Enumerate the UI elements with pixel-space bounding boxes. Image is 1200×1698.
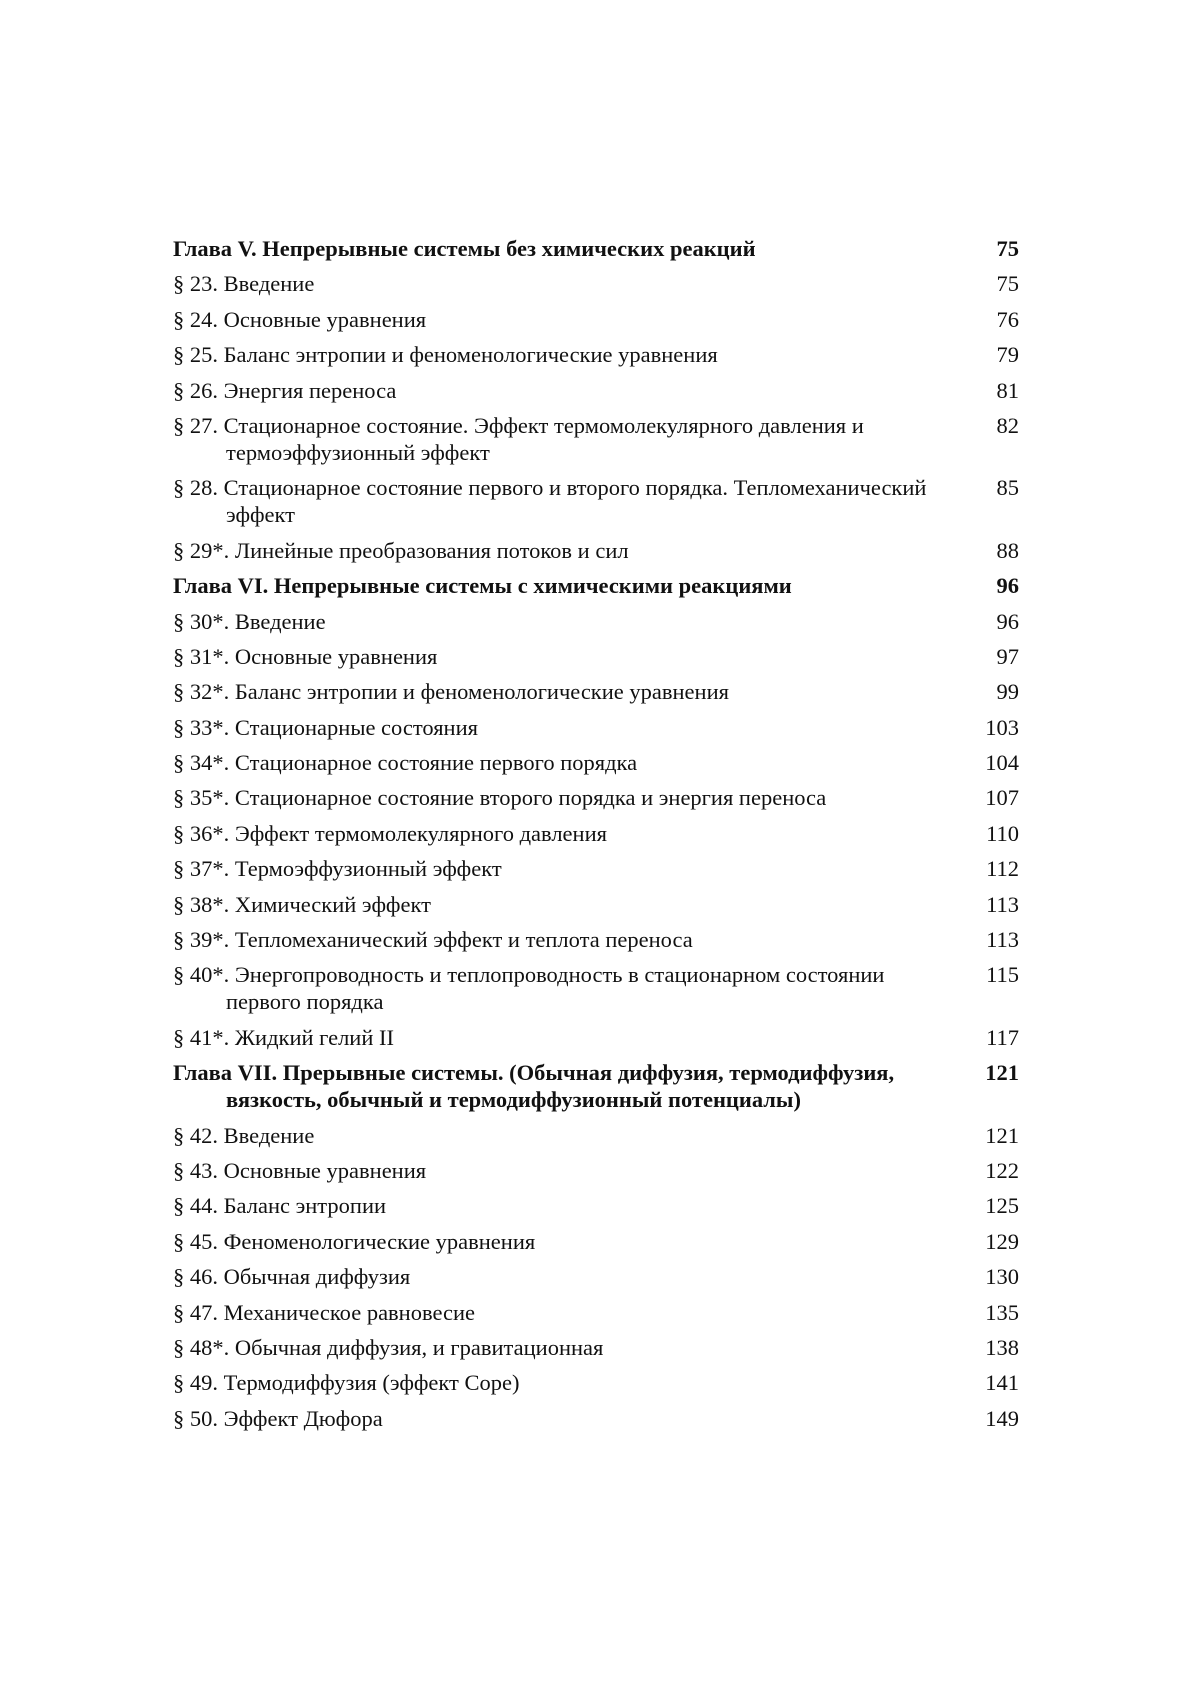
page-number: 113 bbox=[986, 927, 1019, 953]
page-number: 85 bbox=[996, 475, 1019, 501]
page-number: 76 bbox=[996, 306, 1019, 332]
section-title: § 45. Феноменологические уравнения bbox=[173, 1228, 536, 1254]
section-title: § 47. Механическое равновесие bbox=[173, 1299, 476, 1325]
section-title: § 39*. Тепломеханический эффект и теплота переноса bbox=[173, 927, 693, 953]
section-title: § 50. Эффект Дюфора bbox=[173, 1405, 383, 1431]
page-number: 110 bbox=[986, 820, 1019, 846]
toc-section-entry bbox=[173, 270, 1023, 297]
toc-section-entry bbox=[173, 1192, 1023, 1219]
toc-section-entry bbox=[173, 1228, 1023, 1255]
page-number: 129 bbox=[985, 1228, 1019, 1254]
section-title: § 46. Обычная диффузия bbox=[173, 1264, 411, 1290]
section-title: § 23. Введение bbox=[173, 271, 315, 297]
toc-section-entry bbox=[173, 341, 1023, 368]
toc-section-entry bbox=[173, 820, 1023, 847]
page-number: 107 bbox=[985, 785, 1019, 811]
page-number: 125 bbox=[985, 1193, 1019, 1219]
toc-section-entry bbox=[173, 749, 1023, 776]
page-number: 115 bbox=[986, 962, 1019, 988]
page-number: 82 bbox=[996, 412, 1019, 438]
section-title: § 36*. Эффект термомолекулярного давления bbox=[173, 820, 607, 846]
page-number: 97 bbox=[996, 643, 1019, 669]
section-title: § 27. Стационарное состояние. Эффект термомолекулярного давления и термоэффузионный эффект bbox=[173, 412, 864, 465]
page-number: 130 bbox=[985, 1264, 1019, 1290]
toc-section-entry bbox=[173, 537, 1023, 564]
section-title: § 44. Баланс энтропии bbox=[173, 1193, 387, 1219]
toc-section-entry bbox=[173, 1369, 1023, 1396]
page-number: 88 bbox=[996, 537, 1019, 563]
section-title: § 30*. Введение bbox=[173, 608, 326, 634]
toc-section-entry bbox=[173, 678, 1023, 705]
toc-chapter-entry bbox=[173, 235, 1023, 262]
toc-section-entry bbox=[173, 961, 1023, 1015]
section-title: § 24. Основные уравнения bbox=[173, 306, 427, 332]
section-title: § 33*. Стационарные состояния bbox=[173, 714, 478, 740]
toc-section-entry bbox=[173, 306, 1023, 333]
toc-section-entry bbox=[173, 1122, 1023, 1149]
section-title: § 49. Термодиффузия (эффект Соре) bbox=[173, 1370, 520, 1396]
page-number: 81 bbox=[996, 377, 1019, 403]
section-title: § 35*. Стационарное состояние второго порядка и энергия переноса bbox=[173, 785, 827, 811]
section-title: § 26. Энергия переноса bbox=[173, 377, 397, 403]
toc-chapter-entry bbox=[173, 1059, 1023, 1113]
toc-section-entry bbox=[173, 714, 1023, 741]
section-title: § 25. Баланс энтропии и феноменологические уравнения bbox=[173, 342, 718, 368]
page-number: 112 bbox=[986, 856, 1019, 882]
page-number: 99 bbox=[996, 679, 1019, 705]
toc-section-entry bbox=[173, 1263, 1023, 1290]
page-number: 96 bbox=[996, 608, 1019, 634]
toc-section-entry bbox=[173, 474, 1023, 528]
toc-section-entry bbox=[173, 412, 1023, 466]
toc-section-entry bbox=[173, 608, 1023, 635]
toc-section-entry bbox=[173, 377, 1023, 404]
page-number: 121 bbox=[985, 1060, 1019, 1086]
section-title: § 48*. Обычная диффузия, и гравитационная bbox=[173, 1334, 604, 1360]
page-number: 122 bbox=[985, 1157, 1019, 1183]
section-title: § 38*. Химический эффект bbox=[173, 891, 431, 917]
section-title: § 42. Введение bbox=[173, 1122, 315, 1148]
section-title: § 29*. Линейные преобразования потоков и сил bbox=[173, 537, 629, 563]
page-number: 149 bbox=[985, 1405, 1019, 1431]
page-number: 75 bbox=[996, 236, 1019, 261]
toc-section-entry bbox=[173, 784, 1023, 811]
toc-section-entry bbox=[173, 1024, 1023, 1051]
toc-section-entry bbox=[173, 643, 1023, 670]
page-number: 75 bbox=[996, 271, 1019, 297]
toc-section-entry bbox=[173, 855, 1023, 882]
section-title: § 37*. Термоэффузионный эффект bbox=[173, 856, 502, 882]
page-number: 121 bbox=[985, 1122, 1019, 1148]
page-number: 113 bbox=[986, 891, 1019, 917]
chapter-title: Глава V. Непрерывные системы без химических реакций bbox=[173, 236, 756, 261]
toc-section-entry bbox=[173, 1157, 1023, 1184]
page-number: 138 bbox=[985, 1334, 1019, 1360]
section-title: § 43. Основные уравнения bbox=[173, 1157, 427, 1183]
table-of-contents bbox=[173, 235, 1023, 1440]
toc-section-entry bbox=[173, 891, 1023, 918]
toc-section-entry bbox=[173, 926, 1023, 953]
section-title: § 40*. Энергопроводность и теплопроводность в стационарном состоянии первого порядка bbox=[173, 962, 885, 1015]
chapter-title: Глава VII. Прерывные системы. (Обычная диффузия, термодиффузия, вязкость, обычный и термодиффузионный потенциалы) bbox=[173, 1060, 895, 1113]
section-title: § 32*. Баланс энтропии и феноменологические уравнения bbox=[173, 679, 729, 705]
page-number: 141 bbox=[985, 1370, 1019, 1396]
chapter-title: Глава VI. Непрерывные системы с химическими реакциями bbox=[173, 573, 792, 599]
section-title: § 31*. Основные уравнения bbox=[173, 643, 438, 669]
page-number: 117 bbox=[986, 1024, 1019, 1050]
page-number: 79 bbox=[996, 342, 1019, 368]
toc-chapter-entry bbox=[173, 572, 1023, 599]
section-title: § 34*. Стационарное состояние первого порядка bbox=[173, 750, 638, 776]
page-number: 104 bbox=[985, 750, 1019, 776]
toc-section-entry bbox=[173, 1299, 1023, 1326]
page-number: 135 bbox=[985, 1299, 1019, 1325]
toc-section-entry bbox=[173, 1334, 1023, 1361]
page-number: 103 bbox=[985, 714, 1019, 740]
page-number: 96 bbox=[996, 573, 1019, 599]
toc-section-entry bbox=[173, 1405, 1023, 1432]
section-title: § 41*. Жидкий гелий II bbox=[173, 1024, 395, 1050]
section-title: § 28. Стационарное состояние первого и второго порядка. Тепломеханический эффект bbox=[173, 475, 927, 528]
